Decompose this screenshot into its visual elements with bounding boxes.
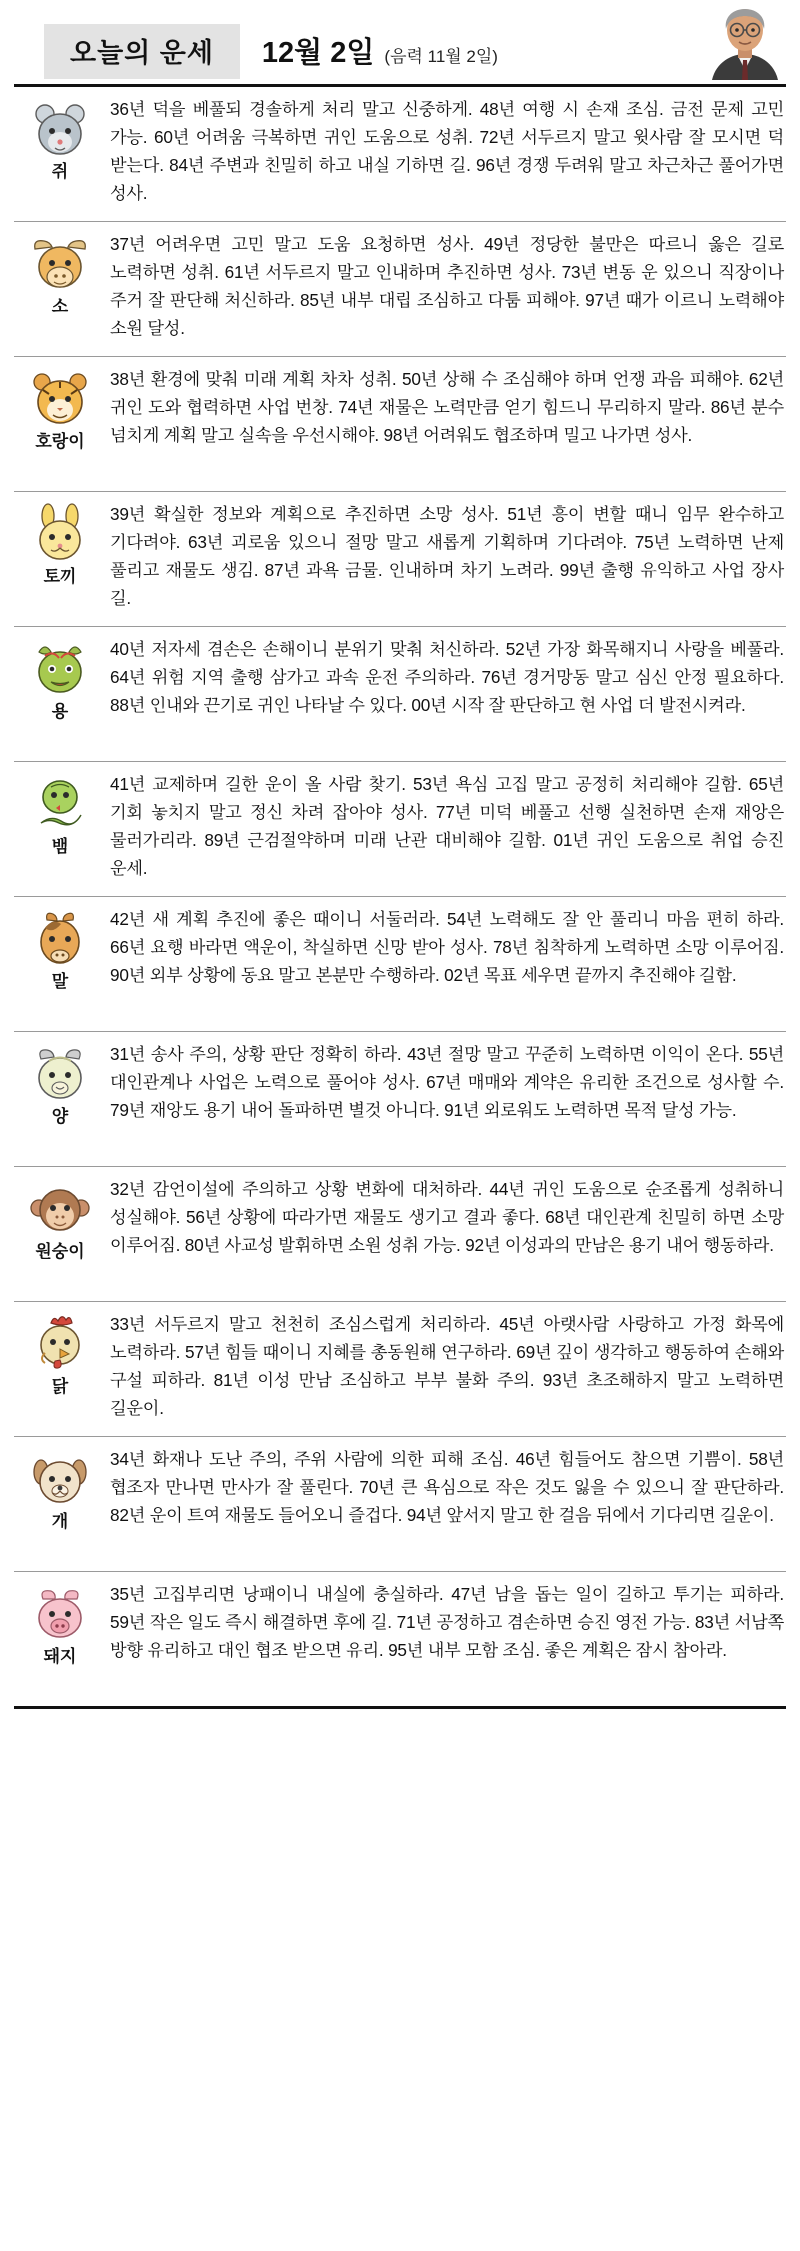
portrait-photo [710,4,780,80]
ox-icon [29,233,91,295]
rat-icon [29,98,91,160]
zodiac-dog [14,1444,106,1564]
zodiac-label: 원숭이 [35,1242,85,1261]
horse-icon [29,908,91,970]
list-item [14,1302,786,1437]
fortune-text: 40년 저자세 겸손은 손해이니 분위기 맞춰 처신하라. 52년 가장 화목해지니 사랑을 베풀라. 64년 위험 지역 출행 삼가고 과속 운전 주의하라. 76년 경거망동 말고 심신 안정 필요하다. 88년 인내와 끈기로 귀인 나타날 수 있다. 00년 시작 잘 판단하고 현 사업 더 발전시켜라. [110,639,784,715]
zodiac-label: 용 [51,702,69,721]
list-item [14,357,786,492]
fortune-text: 41년 교제하며 길한 운이 올 사람 찾기. 53년 욕심 고집 말고 공정히 처리해야 길함. 65년 기회 놓치지 말고 정신 차려 잡아야 성사. 77년 미덕 베풀고 선행 실천하면 손재 재앙은 물러가리라. 89년 근검절약하며 미래 난관 대비해야 길함. 01년 귀인 도움으로 취업 승진 운세. [110,774,784,878]
monkey-icon [29,1178,91,1240]
list-item [14,762,786,897]
dog-icon [29,1448,91,1510]
list-item [14,897,786,1032]
fortune-text: 35년 고집부리면 낭패이니 내실에 충실하라. 47년 남을 돕는 일이 길하고 투기는 피하라. 59년 작은 일도 즉시 해결하면 후에 길. 71년 공정하고 겸손하면 승진 영전 가능. 83년 서남쪽 방향 유리하고 대인 협조 받으면 유리. 95년 내부 모함 조심. 좋은 계획은 잠시 참아라. [110,1584,784,1660]
pig-icon [29,1583,91,1645]
zodiac-label: 양 [51,1107,69,1126]
list-item [14,1572,786,1709]
date-solar: 12월 2일 [261,37,375,69]
fortune-text: 37년 어려우면 고민 말고 도움 요청하면 성사. 49년 정당한 불만은 따르니 옳은 길로 노력하면 성취. 61년 서두르지 말고 인내하며 추진하면 성사. 73년 변동 운 있으니 직장이나 주거 잘 판단해 처신하라. 85년 내부 대립 조심하고 다툼 피해야. 97년 때가 이르니 노력해야 소원 달성. [110,234,784,338]
rooster-icon [29,1313,91,1375]
zodiac-label: 돼지 [43,1647,77,1666]
fortune-text: 36년 덕을 베풀되 경솔하게 처리 말고 신중하게. 48년 여행 시 손재 조심. 금전 문제 고민 가능. 60년 어려움 극복하면 귀인 도움으로 성취. 72년 서두르지 말고 윗사람 잘 모시면 덕 받는다. 84년 주변과 친밀히 하고 내실 기하면 길. 96년 경쟁 두려워 말고 차근차근 풀어가면 성사. [110,99,784,203]
list-item [14,627,786,762]
fortune-list [14,87,786,1709]
zodiac-rooster [14,1309,106,1429]
fortune-text: 39년 확실한 정보와 계획으로 추진하면 소망 성사. 51년 흥이 변할 때니 임무 완수하고 기다려야. 63년 괴로움 있으니 절망 말고 새롭게 기획하며 기다려야. 75년 노력하면 난제 풀리고 재물도 생김. 87년 과욕 금물. 인내하며 차기 노려라. 99년 출행 유익하고 사업 장사 길. [110,504,784,608]
zodiac-label: 뱀 [51,837,69,856]
dragon-icon [29,638,91,700]
list-item [14,222,786,357]
snake-icon [29,773,91,835]
zodiac-label: 닭 [51,1377,69,1396]
zodiac-label: 말 [51,972,69,991]
zodiac-label: 개 [51,1512,69,1531]
zodiac-pig [14,1579,106,1699]
goat-icon [29,1043,91,1105]
date-lunar: (음력 11월 2일) [384,47,498,66]
zodiac-ox [14,229,106,349]
fortune-text: 38년 환경에 맞춰 미래 계획 차차 성취. 50년 상해 수 조심해야 하며 언쟁 과음 피해야. 62년 귀인 도와 협력하면 사업 번창. 74년 재물은 노력만큼 얻기 힘드니 무리하지 말라. 86년 분수 넘치게 계획 말고 실속을 우선시해야. 98년 어려워도 협조하며 밀고 나가면 성사. [110,369,784,445]
zodiac-tiger [14,364,106,484]
zodiac-horse [14,904,106,1024]
zodiac-dragon [14,634,106,754]
fortune-text: 42년 새 계획 추진에 좋은 때이니 서둘러라. 54년 노력해도 잘 안 풀리니 마음 편히 하라. 66년 요행 바라면 액운이, 착실하면 신망 받아 성사. 78년 침착하게 노력하면 소망 이루어짐. 90년 외부 상황에 동요 말고 본분만 수행하라. 02년 목표 세우면 끝까지 추진해야 길함. [110,909,784,985]
rabbit-icon [29,503,91,565]
list-item [14,492,786,627]
fortune-text: 32년 감언이설에 주의하고 상황 변화에 대처하라. 44년 귀인 도움으로 순조롭게 성취하니 성실해야. 56년 상황에 따라가면 재물도 생기고 결과 좋다. 68년 대인관계 친밀히 하면 소망 이루어짐. 80년 사교성 발휘하면 소원 성취 가능. 92년 이성과의 만남은 용기 내어 행동하라. [110,1179,784,1255]
list-item [14,1167,786,1302]
zodiac-rat [14,94,106,214]
list-item [14,87,786,222]
zodiac-snake [14,769,106,889]
zodiac-label: 호랑이 [35,432,85,451]
zodiac-label: 소 [51,297,69,316]
fortune-text: 31년 송사 주의, 상황 판단 정확히 하라. 43년 절망 말고 꾸준히 노력하면 이익이 온다. 55년 대인관계나 사업은 노력으로 풀어야 성사. 67년 매매와 계약은 유리한 조건으로 성사할 수. 79년 재앙도 용기 내어 돌파하면 별것 아니다. 91년 외로워도 노력하면 목적 달성 가능. [110,1044,784,1120]
zodiac-label: 쥐 [51,162,69,181]
zodiac-rabbit [14,499,106,619]
list-item [14,1437,786,1572]
fortune-text: 33년 서두르지 말고 천천히 조심스럽게 처리하라. 45년 아랫사람 사랑하고 가정 화목에 노력하라. 57년 힘들 때이니 지혜를 총동원해 연구하라. 69년 깊이 생각하고 행동하여 손해와 구설 피하라. 81년 이성 만남 조심하고 부부 불화 주의. 93년 초조해하지 말고 노력하면 길운이. [110,1314,784,1418]
list-item [14,1032,786,1167]
zodiac-monkey [14,1174,106,1294]
header-band [44,24,498,79]
zodiac-goat [14,1039,106,1159]
tiger-icon [29,368,91,430]
page-title: 오늘의 운세 [44,24,240,79]
zodiac-label: 토끼 [43,567,77,586]
fortune-text: 34년 화재나 도난 주의, 주위 사람에 의한 피해 조심. 46년 힘들어도 참으면 기쁨이. 58년 협조자 만나면 만사가 잘 풀린다. 70년 큰 욕심으로 작은 것도 잃을 수 있으니 잘 판단하라. 82년 운이 트여 재물도 들어오니 즐겁다. 94년 앞서지 말고 한 걸음 뒤에서 기다리면 길운이. [110,1449,784,1525]
page-header [14,10,786,87]
